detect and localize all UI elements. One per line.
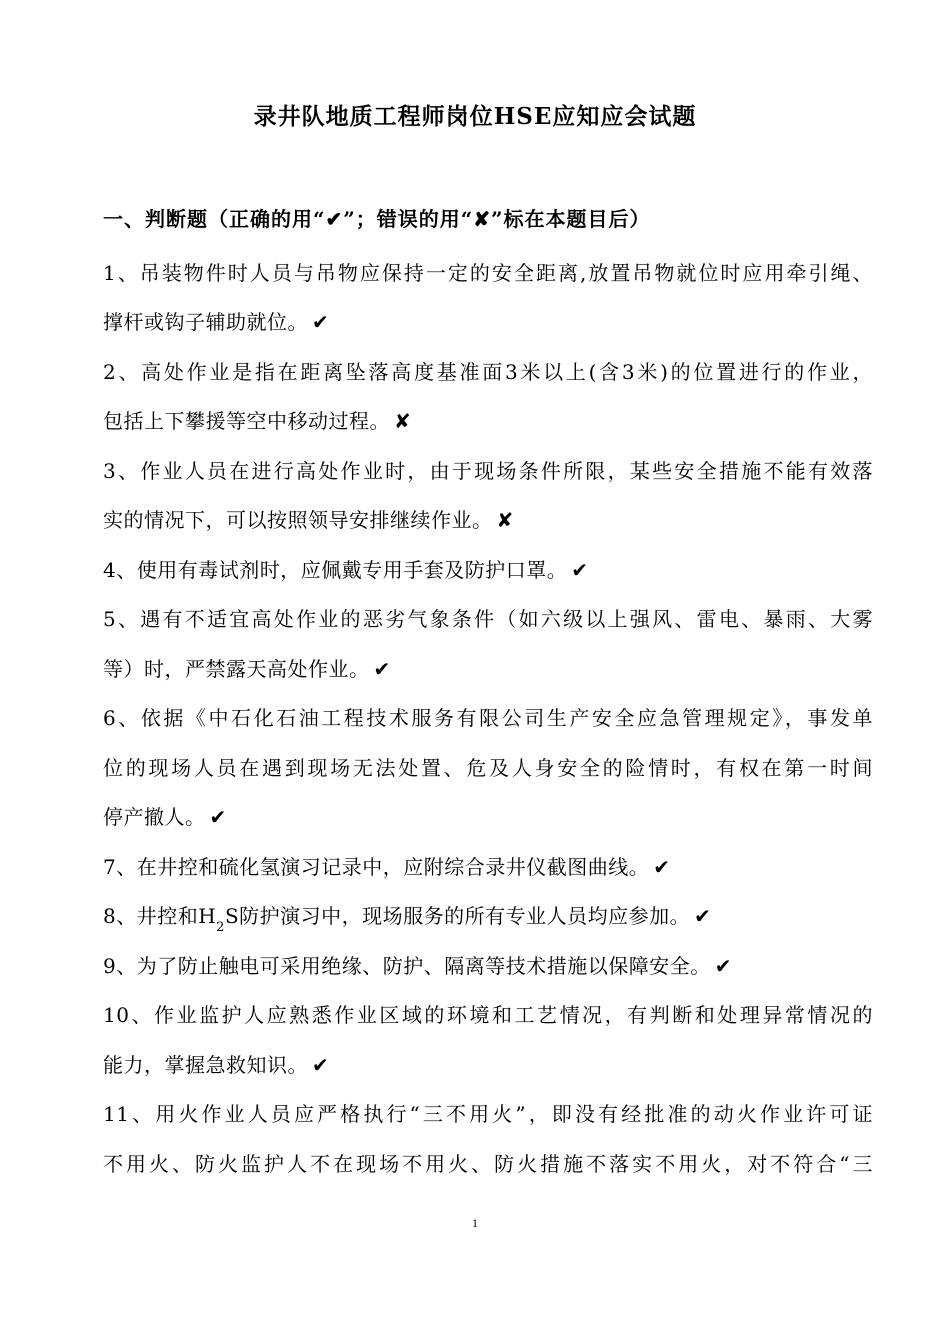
question-11-line-2: 不用火、防火监护人不在现场不用火、防火措施不落实不用火，对不符合“三 — [103, 1152, 873, 1176]
check-mark-icon: ✔ — [571, 558, 589, 582]
check-mark-icon: ✔ — [312, 310, 330, 334]
question-10-line-2: 能力，掌握急救知识。 ✔ — [103, 1053, 330, 1077]
page-number: 1 — [472, 1216, 478, 1230]
subscript-two: 2 — [216, 920, 225, 935]
question-8-line-1: 8、井控和$H_2S$防护演习中，现场服务的所有专业人员均应参加。 ✔ — [103, 904, 712, 935]
question-6-line-3: 停产撤人。 ✔ — [103, 805, 227, 829]
question-6-line-1: 6、依据《中石化石油工程技术服务有限公司生产安全应急管理规定》，事发单 — [103, 706, 873, 730]
question-3-line-2: 实的情况下，可以按照领导安排继续作业。 ✘ — [103, 508, 514, 532]
question-2-line-2: 包括上下攀援等空中移动过程。 ✘ — [103, 409, 412, 433]
question-4-line-1: 4、使用有毒试剂时，应佩戴专用手套及防护口罩。 ✔ — [103, 558, 589, 582]
question-2-line-1: 2、高处作业是指在距离坠落高度基准面3米以上(含3米)的位置进行的作业， — [103, 360, 873, 384]
question-5-line-1: 5、遇有不适宜高处作业的恶劣气象条件（如六级以上强风、雷电、暴雨、大雾 — [103, 607, 873, 631]
check-mark-icon: ✔ — [694, 904, 712, 928]
question-10-line-1: 10、作业监护人应熟悉作业区域的环境和工艺情况，有判断和处理异常情况的 — [103, 1003, 873, 1027]
page-title: 录井队地质工程师岗位HSE应知应会试题 — [253, 103, 697, 130]
question-1-line-1: 1、吊装物件时人员与吊物应保持一定的安全距离,放置吊物就位时应用牵引绳、 — [103, 261, 873, 285]
cross-mark-icon: ✘ — [394, 409, 412, 433]
question-5-line-2: 等）时，严禁露天高处作业。 ✔ — [103, 657, 391, 681]
question-9-line-1: 9、为了防止触电可采用绝缘、防护、隔离等技术措施以保障安全。 ✔ — [103, 954, 732, 978]
check-mark-icon: ✔ — [653, 855, 671, 879]
question-7-line-1: 7、在井控和硫化氢演习记录中，应附综合录井仪截图曲线。 ✔ — [103, 855, 671, 879]
section-heading: 一、判断题（正确的用“✔”；错误的用“✘”标在本题目后） — [103, 207, 651, 231]
question-3-line-1: 3、作业人员在进行高处作业时，由于现场条件所限，某些安全措施不能有效落 — [103, 459, 873, 483]
check-mark-icon: ✔ — [209, 805, 227, 829]
check-mark-icon: ✔ — [373, 657, 391, 681]
check-mark-icon: ✔ — [312, 1053, 330, 1077]
question-6-line-2: 位的现场人员在遇到现场无法处置、危及人身安全的险情时，有权在第一时间 — [103, 756, 873, 780]
cross-mark-icon: ✘ — [496, 508, 514, 532]
question-11-line-1: 11、用火作业人员应严格执行“三不用火”，即没有经批准的动火作业许可证 — [103, 1102, 873, 1126]
check-mark-icon: ✔ — [714, 954, 732, 978]
question-1-line-2: 撑杆或钩子辅助就位。 ✔ — [103, 310, 330, 334]
